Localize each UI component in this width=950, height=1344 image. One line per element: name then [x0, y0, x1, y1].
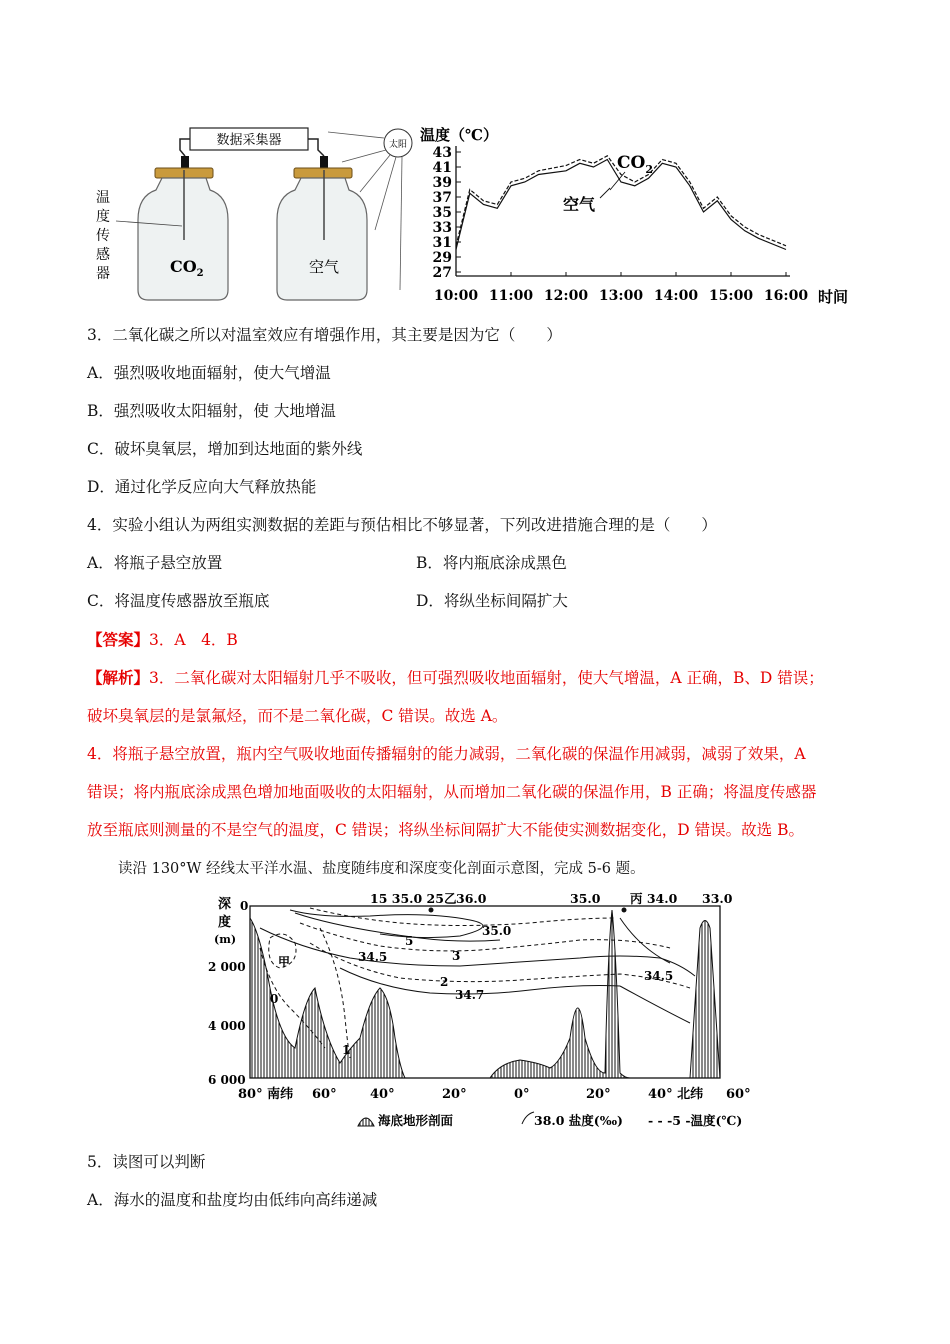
jar-co2 [138, 168, 228, 300]
label-top-2: 36.0 [456, 891, 487, 906]
point-yi [429, 908, 434, 913]
label-inner-5: 甲 [278, 955, 291, 969]
sun-label: 太阳 [388, 140, 408, 150]
y-tick-label: 43 [432, 145, 452, 161]
analysis-line-4: 错误；将内瓶底涂成黑色增加地面吸收的太阳辐射，从而增加二氧化碳的保温作用，B 正确；将温度传感器 [87, 783, 817, 801]
jar-co2-label: $CO_2$ [170, 257, 204, 279]
legend [358, 1112, 742, 1128]
option-5a: A．海水的温度和盐度均由低纬向高纬递减 [87, 1191, 378, 1209]
y-tick-label: 33 [432, 220, 452, 236]
label-inner-9: 1 [342, 1043, 351, 1057]
label-inner-6: 2 [440, 975, 449, 989]
legend-salinity: 38.0 盐度(‰) [534, 1113, 623, 1128]
analysis-line-1 [87, 668, 824, 688]
y-tick-label: 31 [432, 235, 452, 251]
ocean-profile-figure [200, 888, 775, 1133]
option-3b: B．强烈吸收太阳辐射，使 大地增温 [87, 402, 336, 420]
analysis-line-5: 放至瓶底则测量的不是空气的温度，C 错误；将纵坐标间隔扩大不能使实测数据变化，D 错误。故选 B。 [87, 821, 804, 839]
option-4b: B．将内瓶底涂成黑色 [416, 554, 567, 572]
collector-label: 数据采集器 [216, 133, 282, 148]
point-bing [622, 908, 627, 913]
answer-text: 3．A 4．B [149, 631, 238, 649]
lat-tick-20s: 20° [442, 1087, 467, 1102]
co2-pointer [610, 172, 625, 190]
depth-tick-0: 0 [240, 899, 249, 913]
label-inner-1: 35.0 [482, 924, 512, 938]
chart-x-title: 时间 [818, 288, 849, 306]
air-pointer [600, 188, 610, 198]
svg-text:感: 感 [96, 247, 110, 263]
x-tick-label: 13:00 [598, 288, 644, 304]
question-5: 5．读图可以判断 [87, 1153, 206, 1171]
series-air-line [456, 160, 786, 250]
depth-title-3: (m) [214, 933, 237, 946]
svg-text:传: 传 [96, 228, 110, 244]
legend-temperature: - - -5 -温度(℃) [648, 1113, 743, 1128]
x-tick-label: 10:00 [433, 288, 479, 304]
intro-5-6: 读沿 130°W 经线太平洋水温、盐度随纬度和深度变化剖面示意图，完成 5-6 题。 [118, 861, 645, 877]
label-inner-4: 3 [452, 949, 461, 963]
option-4d: D．将纵坐标间隔扩大 [416, 592, 568, 610]
label-inner-3: 34.5 [358, 950, 388, 964]
analysis-tag: 【解析】 [87, 668, 150, 687]
label-inner-7: 34.7 [455, 988, 485, 1002]
label-top-1: 15 35.0 25乙 [370, 891, 457, 906]
x-tick-label: 15:00 [708, 288, 754, 304]
chart-y-title: 温度（℃） [420, 126, 498, 144]
depth-tick-4000: 4 000 [208, 1019, 246, 1033]
series-air-label: 空气 [563, 195, 596, 214]
x-tick-label: 11:00 [488, 288, 534, 304]
experiment-figure [80, 110, 860, 310]
option-4a: A．将瓶子悬空放置 [87, 554, 223, 572]
option-3c: C．破坏臭氧层，增加到达地面的紫外线 [87, 440, 363, 458]
x-tick-label: 12:00 [543, 288, 589, 304]
label-top-4: 丙 34.0 [630, 891, 678, 906]
label-inner-8: 0 [270, 992, 279, 1006]
svg-text:温: 温 [96, 190, 110, 206]
lat-tick-20n: 20° [586, 1087, 611, 1102]
svg-text:度: 度 [96, 209, 110, 225]
depth-title-2: 度 [218, 915, 232, 930]
legend-terrain: 海底地形剖面 [378, 1113, 454, 1128]
label-top-5: 33.0 [702, 891, 733, 906]
lat-tick-60s: 60° [312, 1087, 337, 1102]
x-tick-label: 16:00 [763, 288, 809, 304]
analysis-text-1: 3．二氧化碳对太阳辐射几乎不吸收，但可强烈吸收地面辐射，使大气增温，A 正确，B、D 错误； [149, 669, 824, 687]
y-tick-label: 27 [432, 265, 452, 281]
answer-tag: 【答案】 [87, 630, 150, 649]
label-inner-10: 34.5 [644, 969, 674, 983]
lat-tick-40s: 40° [370, 1087, 395, 1102]
x-tick-label: 14:00 [653, 288, 699, 304]
option-3a: A．强烈吸收地面辐射，使大气增温 [87, 364, 331, 382]
jar-air-label: 空气 [309, 258, 340, 276]
label-inner-2: 5 [405, 934, 414, 948]
jar-air [277, 168, 367, 300]
answer-line [87, 630, 238, 650]
svg-text:器: 器 [96, 266, 110, 282]
lat-tick-0: 0° [514, 1087, 530, 1102]
temperature-chart [420, 126, 848, 306]
lat-tick-80s: 80° 南纬 [238, 1087, 294, 1102]
option-3d: D．通过化学反应向大气释放热能 [87, 478, 317, 496]
sensor-label [96, 190, 110, 282]
series-co2-label: $CO_2$ [617, 153, 653, 176]
y-tick-label: 35 [432, 205, 452, 221]
y-tick-label: 29 [432, 250, 452, 266]
analysis-line-3: 4．将瓶子悬空放置，瓶内空气吸收地面传播辐射的能力减弱，二氧化碳的保温作用减弱，减弱了效果，A [87, 745, 806, 763]
label-top-3: 35.0 [570, 891, 601, 906]
question-3: 3．二氧化碳之所以对温室效应有增强作用，其主要是因为它（ ） [87, 326, 562, 344]
option-4c: C．将温度传感器放至瓶底 [87, 592, 270, 610]
y-tick-label: 39 [432, 175, 452, 191]
lat-tick-40n: 40° 北纬 [648, 1087, 704, 1102]
depth-tick-6000: 6 000 [208, 1073, 246, 1087]
depth-tick-2000: 2 000 [208, 960, 246, 974]
y-tick-label: 41 [432, 160, 452, 176]
question-4: 4．实验小组认为两组实测数据的差距与预估相比不够显著，下列改进措施合理的是（ ） [87, 516, 717, 534]
depth-title-1: 深 [218, 897, 232, 912]
lat-tick-60n: 60° [726, 1087, 751, 1102]
analysis-line-2: 破坏臭氧层的是氯氟烃，而不是二氧化碳，C 错误。故选 A。 [87, 707, 508, 725]
y-tick-label: 37 [432, 190, 452, 206]
